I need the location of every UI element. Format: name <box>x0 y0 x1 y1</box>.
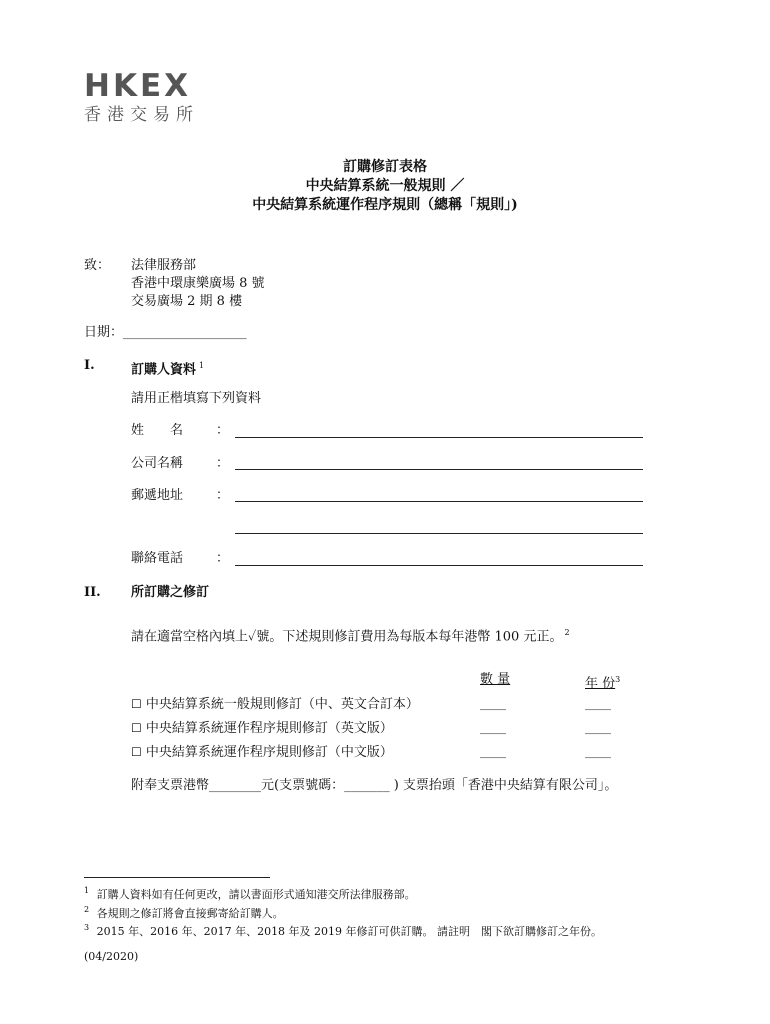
address-colon: ： <box>216 488 230 503</box>
order-item-checkbox[interactable]: ☐ <box>131 721 142 735</box>
footnote-text: 各規則之修訂將會直接郵寄給訂購人。 <box>96 906 284 920</box>
phone-colon: ： <box>216 551 230 566</box>
section1-heading-wrap <box>131 358 204 378</box>
quantity-column-header: 數 量 <box>480 672 511 687</box>
form-version: (04/2020) <box>84 950 139 963</box>
section1-instruction: 請用正楷填寫下列資料 <box>131 391 262 406</box>
name-input-line[interactable] <box>235 437 643 438</box>
date-label: 日期： <box>84 325 124 340</box>
order-item-quantity[interactable]: ____ <box>480 696 506 711</box>
name-label: 姓 名 <box>131 423 184 438</box>
order-item <box>131 696 419 713</box>
form-title-line1: 訂購修訂表格 <box>343 159 427 175</box>
cheque-line: 附奉支票港幣________元(支票號碼：_______ ) 支票抬頭「香港中央結算有限公司」。 <box>131 778 618 793</box>
section2-instruction-wrap <box>131 625 570 645</box>
order-item-year[interactable]: ____ <box>585 720 611 735</box>
date-blank: ___________________ <box>123 325 247 340</box>
company-colon: ： <box>216 456 230 471</box>
order-item-label: 中央結算系統運作程序規則修訂（英文版） <box>145 721 393 736</box>
order-item-label: 中央結算系統一般規則修訂（中、英文合訂本） <box>145 697 419 712</box>
year-footnote-ref: 3 <box>615 675 621 684</box>
phone-label: 聯絡電話 <box>131 551 184 566</box>
logo-wordmark: HKEX <box>84 68 192 104</box>
address-label: 郵遞地址 <box>131 488 184 503</box>
phone-input-line[interactable] <box>235 565 643 566</box>
section1-number: I. <box>84 358 95 373</box>
section2-footnote-ref: 2 <box>564 628 570 637</box>
footnote <box>84 884 416 902</box>
to-line2: 香港中環康樂廣場 8 號 <box>131 276 265 291</box>
section1-heading: 訂購人資料 <box>131 362 197 378</box>
name-colon: ： <box>216 423 230 438</box>
company-input-line[interactable] <box>235 469 643 470</box>
footnote-divider <box>84 877 270 878</box>
address-input-line-1[interactable] <box>235 501 643 502</box>
order-item-quantity[interactable]: ____ <box>480 744 506 759</box>
footnote-number: 1 <box>84 886 90 895</box>
footnote <box>84 903 284 921</box>
to-line3: 交易廣場 2 期 8 樓 <box>131 294 243 309</box>
order-item-label: 中央結算系統運作程序規則修訂（中文版） <box>145 745 393 760</box>
order-item-year[interactable]: ____ <box>585 696 611 711</box>
footnote <box>84 921 602 939</box>
year-column-header-wrap <box>585 672 620 692</box>
order-item <box>131 720 393 737</box>
to-label: 致： <box>84 258 111 273</box>
form-title-line2: 中央結算系統一般規則 ／ <box>305 178 465 194</box>
order-item-year[interactable]: ____ <box>585 744 611 759</box>
footnote-number: 2 <box>84 905 90 914</box>
hkex-logo <box>84 70 199 125</box>
company-label: 公司名稱 <box>131 456 184 471</box>
order-item-quantity[interactable]: ____ <box>480 720 506 735</box>
footnote-number: 3 <box>84 923 90 932</box>
year-column-header: 年 份 <box>585 676 616 692</box>
footnote-text: 訂購人資料如有任何更改，請以書面形式通知港交所法律服務部。 <box>96 887 416 901</box>
order-item-checkbox[interactable]: ☐ <box>131 697 142 711</box>
footnote-text: 2015 年、2016 年、2017 年、2018 年及 2019 年修訂可供訂購。 請註明 閣下欲訂購修訂之年份。 <box>96 924 603 938</box>
order-item <box>131 744 393 761</box>
date-field[interactable] <box>84 325 247 341</box>
section1-footnote-ref: 1 <box>199 361 205 370</box>
to-line1: 法律服務部 <box>131 258 197 273</box>
order-item-checkbox[interactable]: ☐ <box>131 745 142 759</box>
section2-number: II. <box>84 585 101 600</box>
form-title-line3: 中央結算系統運作程序規則（總稱「規則」) <box>252 197 518 213</box>
address-input-line-2[interactable] <box>235 533 643 534</box>
section2-instruction: 請在適當空格內填上✓號。下述規則修訂費用為每版本每年港幣 100 元正。 <box>131 629 563 645</box>
logo-chinese: 香港交易所 <box>84 105 199 125</box>
section2-heading: 所訂購之修訂 <box>131 585 210 600</box>
